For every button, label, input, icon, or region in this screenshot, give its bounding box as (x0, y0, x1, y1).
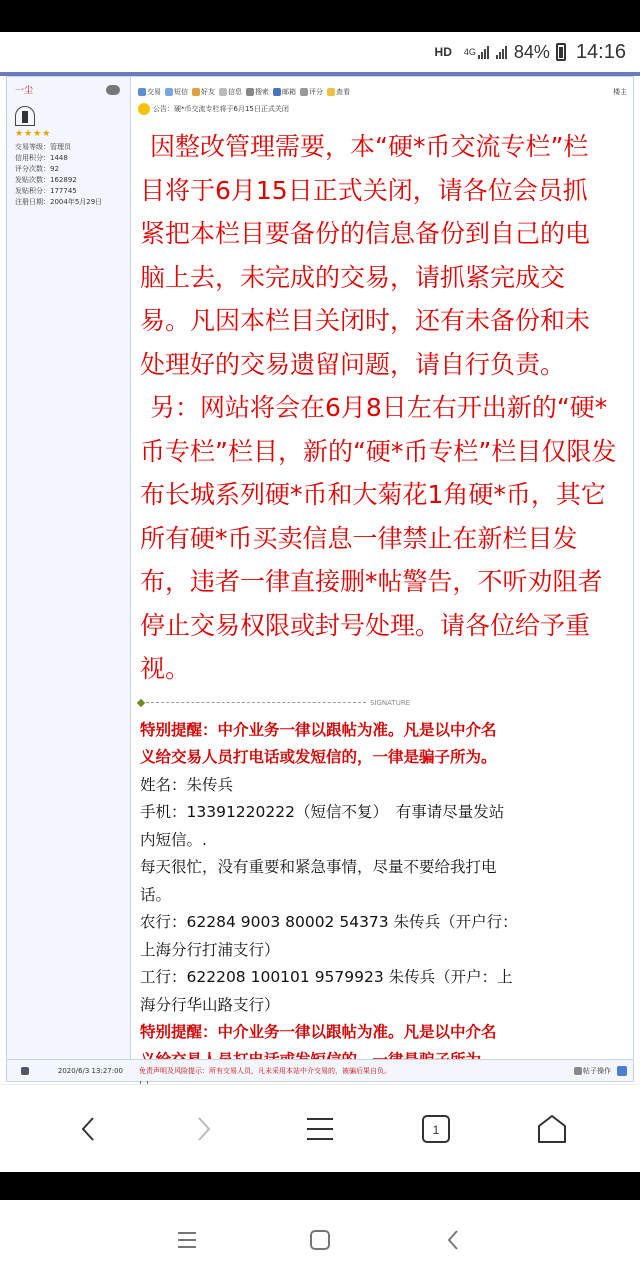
chevron-right-icon (194, 1114, 214, 1144)
recent-apps-icon (175, 1230, 199, 1250)
tabs-button[interactable] (406, 1099, 466, 1159)
disclaimer: 免责声明及风险提示：所有交易人员，凡未采用本站中介交易的，被骗后果自负。 (139, 1066, 391, 1075)
user-ratings: 评分次数：92 (15, 165, 59, 173)
message-icon (165, 88, 173, 96)
signature-line: 话。 (140, 885, 172, 904)
floor-label: 楼主 (613, 88, 627, 96)
notice-title (138, 103, 627, 115)
warning-line: 特别提醒：中介业务一律以跟帖为准。凡是以中介名 (140, 1023, 497, 1041)
back-icon (445, 1228, 461, 1252)
info-button[interactable]: 信息 (219, 87, 242, 97)
dashed-line (146, 702, 366, 703)
mailbox-button[interactable]: 邮箱 (273, 87, 296, 97)
signature-line: 工行：622208 100101 9579923 朱传兵（开户：上 (140, 968, 513, 986)
network-type: 4G (463, 46, 476, 57)
announcement-body (138, 125, 627, 691)
pencil-icon (137, 698, 145, 706)
recent-apps-button[interactable] (157, 1210, 217, 1270)
signature-line: 每天很忙，没有重要和紧急事情，尽量不要给我打电 (140, 858, 497, 876)
announcement-line: 处理好的交易遗留问题，请自行负责。 (140, 349, 566, 379)
signature-divider (138, 699, 627, 707)
hd-indicator: HD (434, 45, 452, 59)
post-date: 2020/6/3 13:27:00 (7, 1067, 131, 1075)
friend-button[interactable]: 好友 (192, 87, 215, 97)
forward-button[interactable] (174, 1099, 234, 1159)
announcement-line: 视。 (140, 654, 191, 683)
user-info-panel (7, 77, 131, 1061)
search-button[interactable]: 搜索 (246, 87, 269, 97)
menu-icon (305, 1116, 335, 1142)
announcement-line: 所有硬*币买卖信息一律禁止在新栏目发 (140, 523, 578, 553)
system-back-button[interactable] (423, 1210, 483, 1270)
back-button[interactable] (58, 1099, 118, 1159)
tab-count: 1 (432, 1122, 440, 1137)
announcement-line: 币专栏”栏目，新的“硬*币专栏”栏目仅限发 (140, 436, 617, 466)
warning-line: 特别提醒：中介业务一律以跟帖为准。凡是以中介名 (140, 720, 497, 739)
web-page[interactable] (0, 72, 640, 1084)
rate-icon (300, 88, 308, 96)
signature-line: 上海分行打浦支行） (140, 940, 280, 959)
signature-body (138, 717, 627, 1085)
search-icon (246, 88, 254, 96)
post-content (132, 77, 633, 1061)
view-button[interactable]: 查看 (327, 87, 350, 97)
post-toolbar (138, 85, 627, 99)
view-icon (327, 88, 335, 96)
announcement-line: 紧把本栏目要备份的信息备份到自己的电 (140, 219, 591, 248)
clock: 14:16 (575, 40, 626, 63)
post-operation-button[interactable]: 帖子操作 (574, 1066, 627, 1076)
tabs-icon (420, 1113, 452, 1145)
warning-line: 义给交易人员打电话或发短信的，一律是骗子所为。 (140, 748, 497, 766)
announcement-line: 另：网站将会在6月8日左右开出新的“硬* (150, 393, 608, 422)
friend-icon (192, 88, 200, 96)
computer-icon (21, 1067, 29, 1075)
signature-line: 手机：13391220222（短信不复） 有事请尽量发站 (140, 803, 505, 821)
post-footer (7, 1059, 633, 1081)
signature-tag: SIGNATURE (370, 698, 411, 707)
user-credit: 信用积分：1448 (15, 154, 68, 162)
rate-button[interactable]: 评分 (300, 87, 323, 97)
announcement-line: 布长城系列硬*币和大菊花1角硬*币，其它 (140, 480, 606, 509)
info-icon (219, 88, 227, 96)
signature-line: 海分行华山路支行） (140, 995, 280, 1014)
home-button[interactable] (522, 1099, 582, 1159)
user-register-date: 注册日期：2004年5月29日 (15, 198, 103, 206)
square-icon (308, 1228, 332, 1252)
menu-button[interactable] (290, 1099, 350, 1159)
help-icon[interactable] (617, 1066, 627, 1076)
forum-post (6, 76, 634, 1082)
edit-icon (574, 1067, 582, 1075)
trade-icon (138, 88, 146, 96)
system-home-button[interactable] (290, 1210, 350, 1270)
signal-icon-2 (496, 45, 508, 59)
battery-percent: 84% (513, 41, 550, 62)
announcement-line: 因整改管理需要，本“硬*币交流专栏”栏 (150, 132, 589, 161)
announcement-line: 布，违者一律直接删*帖警告，不听劝阻者 (140, 567, 603, 596)
user-name[interactable]: 一尘 (15, 86, 34, 96)
user-posts: 发贴次数：162892 (15, 176, 77, 184)
message-button[interactable]: 短信 (165, 87, 188, 97)
signal-icon (478, 45, 490, 59)
rating-stars-icon: ★★★★ (15, 129, 52, 139)
system-nav-bar (0, 1200, 640, 1280)
home-icon (535, 1112, 569, 1146)
avatar (15, 106, 35, 126)
announcement-line: 停止交易权限或封号处理。请各位给予重 (140, 610, 591, 640)
announcement-line: 脑上去，未完成的交易，请抓紧完成交 (140, 262, 566, 292)
signature-line: 姓名：朱传兵 (140, 775, 234, 794)
chevron-left-icon (78, 1114, 98, 1144)
battery-icon (556, 43, 566, 61)
user-post-points: 发贴积分：177745 (15, 187, 77, 195)
smiley-icon (138, 103, 150, 115)
notice-text: 公告：硬*币交流专栏将于6月15日正式关闭 (153, 105, 289, 113)
signature-line: 农行：62284 9003 80002 54373 朱传兵（开户行： (140, 913, 518, 931)
mail-icon (273, 88, 281, 96)
status-bar (0, 32, 640, 72)
trade-button[interactable]: 交易 (138, 87, 161, 97)
user-level: 交易等级：管理员 (15, 143, 71, 151)
announcement-line: 易。凡因本栏目关闭时，还有未备份和未 (140, 306, 591, 335)
online-status-icon (106, 85, 120, 95)
announcement-line: 目将于6月15日正式关闭，请各位会员抓 (140, 175, 588, 205)
browser-nav-bar (0, 1084, 640, 1172)
signature-line: 内短信。. (140, 830, 207, 849)
